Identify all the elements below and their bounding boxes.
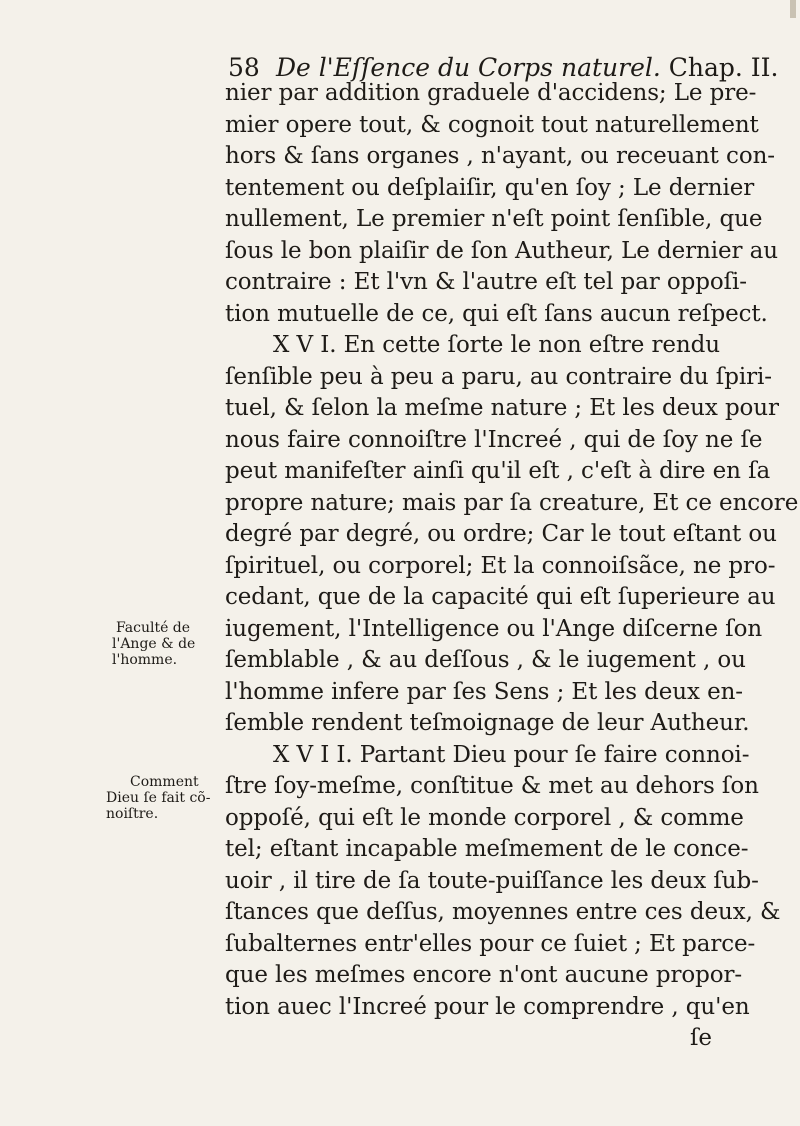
margin-note-line: noiſtre.: [106, 806, 159, 822]
text-line: oppoſé, qui eſt le monde corporel , & comme: [225, 804, 744, 831]
text-line: X V I I. Partant Dieu pour ſe faire connoi-: [273, 741, 750, 768]
text-line: ſenſible peu à peu a paru, au contraire du ſpiri-: [225, 363, 772, 390]
text-line: tion auec l'Increé pour le comprendre , qu'en: [225, 993, 750, 1020]
text-line: nullement, Le premier n'eſt point ſenſible, que: [225, 206, 763, 232]
text-line: peut manifeſter ainſi qu'il eſt , c'eſt à dire en ſa: [225, 458, 771, 484]
text-line: degré par degré, ou ordre; Car le tout eſtant ou: [225, 521, 777, 547]
text-line: nier par addition graduele d'accidens; Le pre-: [225, 80, 757, 106]
text-line: tentement ou deſplaiſir, qu'en ſoy ; Le dernier: [225, 174, 755, 201]
text-line: tion mutuelle de ce, qui eſt ſans aucun reſpect.: [225, 300, 768, 327]
page-number: 58: [228, 53, 260, 82]
page-edge-mark: [790, 0, 796, 18]
text-line: ſemble rendent teſmoignage de leur Autheur.: [225, 710, 750, 736]
text-line: l'homme infere par ſes Sens ; Et les deux en-: [225, 678, 743, 705]
margin-note-line: l'Ange & de: [112, 636, 196, 652]
text-line: ſubalternes entr'elles pour ce ſuiet ; Et parce-: [225, 930, 756, 957]
text-line: ſous le bon plaiſir de ſon Autheur, Le dernier au: [225, 237, 778, 264]
text-line: que les meſmes encore n'ont aucune propor-: [225, 962, 743, 988]
chapter-label: Chap. II.: [668, 53, 779, 82]
text-line: mier opere tout, & cognoit tout naturellement: [225, 111, 759, 138]
text-line: tuel, & ſelon la meſme nature ; Et les deux pour: [225, 395, 779, 421]
text-line: ſtre ſoy-meſme, conſtitue & met au dehors ſon: [225, 773, 759, 799]
text-line: nous faire connoiſtre l'Increé , qui de ſoy ne ſe: [225, 426, 763, 453]
text-line: uoir , il tire de ſa toute-puiſſance les deux ſub-: [225, 867, 759, 894]
text-line: propre nature; mais par ſa creature, Et ce encore: [225, 489, 799, 516]
text-line: cedant, que de la capacité qui eſt ſuperieure au: [225, 584, 776, 610]
text-line: X V I. En cette ſorte le non eſtre rendu: [273, 332, 720, 358]
margin-note-line: Faculté de: [116, 620, 191, 636]
text-line: ſtances que deſſus, moyennes entre ces deux, &: [225, 899, 781, 925]
text-line: hors & ſans organes , n'ayant, ou receuant con-: [225, 143, 775, 169]
margin-note-faculte: [112, 620, 195, 668]
text-line: iugement, l'Intelligence ou l'Ange diſcerne ſon: [225, 615, 763, 642]
main-text-block: [225, 78, 799, 1055]
margin-note-comment: [106, 774, 210, 822]
text-line: ſemblable , & au deſſous , & le iugement , ou: [225, 647, 746, 673]
text-line: ſpirituel, ou corporel; Et la connoiſsãce, ne pro-: [225, 552, 776, 579]
text-line: contraire : Et l'vn & l'autre eſt tel par oppoſi-: [225, 269, 747, 295]
margin-note-line: Comment: [130, 774, 199, 790]
text-line: tel; eſtant incapable meſmement de le conce-: [225, 836, 749, 862]
margin-note-line: l'homme.: [112, 652, 178, 668]
margin-note-line: Dieu ſe fait cõ-: [106, 790, 211, 806]
catchword: ſe: [690, 1025, 712, 1051]
running-title: De l'Eſſence du Corps naturel.: [275, 53, 661, 82]
